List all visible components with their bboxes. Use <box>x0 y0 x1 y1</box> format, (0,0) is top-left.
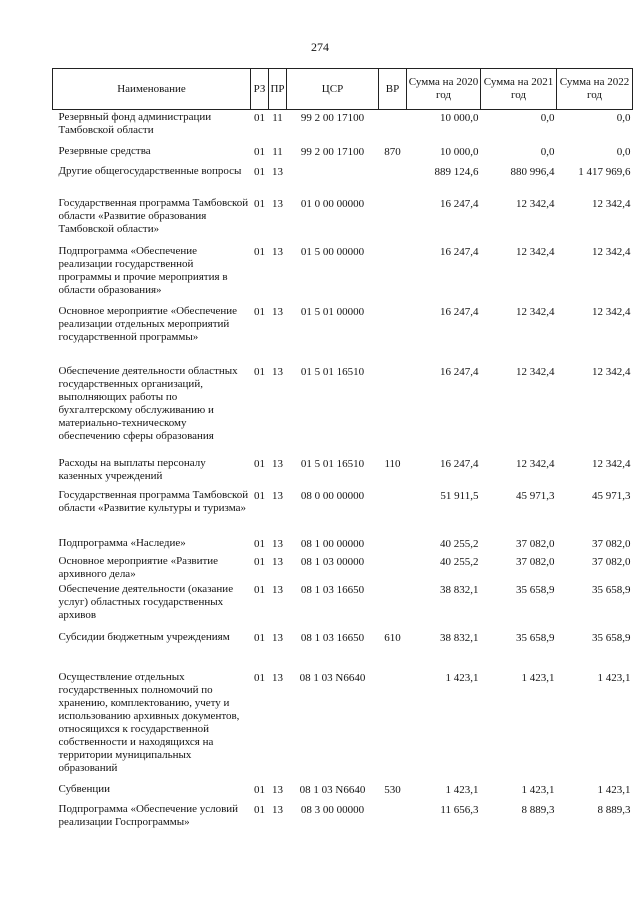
row-csr: 08 1 03 00000 <box>300 555 365 568</box>
row-sum-2020: 16 247,4 <box>440 245 479 258</box>
row-sum-2022: 1 423,1 <box>597 671 631 684</box>
row-rz: 01 <box>254 457 265 470</box>
row-sum-2021: 1 423,1 <box>521 783 555 796</box>
row-csr: 01 5 00 00000 <box>300 245 365 258</box>
table-row <box>53 110 633 144</box>
row-sum-2022: 37 082,0 <box>592 555 631 568</box>
row-sum-2021: 37 082,0 <box>516 537 555 550</box>
row-csr <box>287 164 379 196</box>
row-sum-2020: 11 656,3 <box>440 803 479 816</box>
row-vr <box>379 582 407 630</box>
row-pr: 11 <box>272 112 283 124</box>
row-name: Государственная программа Тамбовской области «Развитие образования Тамбовской области» <box>58 196 249 235</box>
row-rz: 01 <box>254 783 265 796</box>
row-sum-2022: 1 423,1 <box>597 783 631 796</box>
row-csr: 01 5 01 16510 <box>300 457 365 470</box>
table-row <box>53 536 633 554</box>
row-vr: 610 <box>384 631 401 644</box>
row-sum-2022: 12 342,4 <box>592 197 631 210</box>
row-sum-2021: 37 082,0 <box>516 555 555 568</box>
row-sum-2020: 16 247,4 <box>440 197 479 210</box>
row-vr: 110 <box>384 457 401 470</box>
row-sum-2022: 0,0 <box>616 112 631 124</box>
row-pr: 13 <box>272 537 283 550</box>
row-csr: 01 5 01 16510 <box>300 365 365 378</box>
row-sum-2022: 12 342,4 <box>592 305 631 318</box>
row-sum-2020: 16 247,4 <box>440 365 479 378</box>
row-csr: 01 5 01 00000 <box>300 305 365 318</box>
row-sum-2022: 35 658,9 <box>592 631 631 644</box>
table-row <box>53 782 633 802</box>
row-sum-2021: 12 342,4 <box>516 365 555 378</box>
row-pr: 13 <box>272 489 283 502</box>
row-rz: 01 <box>254 112 265 124</box>
row-pr: 13 <box>272 583 283 596</box>
table-row <box>53 554 633 582</box>
row-sum-2021: 0,0 <box>540 112 555 124</box>
row-csr: 08 0 00 00000 <box>300 489 365 502</box>
row-sum-2021: 0,0 <box>540 145 555 158</box>
row-sum-2021: 35 658,9 <box>516 631 555 644</box>
row-name: Обеспечение деятельности (оказание услуг) областных государственных архивов <box>58 582 234 621</box>
row-csr: 99 2 00 17100 <box>300 112 365 124</box>
row-name: Государственная программа Тамбовской области «Развитие культуры и туризма» <box>58 488 249 514</box>
row-csr: 08 1 03 N6640 <box>299 783 366 796</box>
row-csr: 08 1 03 N6640 <box>299 671 366 684</box>
row-sum-2020: 38 832,1 <box>440 583 479 596</box>
row-pr: 13 <box>272 803 283 816</box>
row-pr: 13 <box>272 305 283 318</box>
table-row <box>53 802 633 846</box>
table-row <box>53 670 633 782</box>
row-sum-2022: 35 658,9 <box>592 583 631 596</box>
row-sum-2021: 880 996,4 <box>510 165 555 178</box>
row-sum-2021: 45 971,3 <box>516 489 555 502</box>
row-csr: 08 1 00 00000 <box>300 537 365 550</box>
row-csr: 08 1 03 16650 <box>300 631 365 644</box>
header-rz: РЗ <box>251 69 269 110</box>
row-name: Расходы на выплаты персоналу казенных учреждений <box>58 456 206 482</box>
row-sum-2021: 35 658,9 <box>516 583 555 596</box>
row-vr <box>379 304 407 364</box>
row-vr <box>379 802 407 846</box>
header-name: Наименование <box>53 69 251 110</box>
table-row <box>53 196 633 244</box>
row-vr <box>379 244 407 304</box>
row-rz: 01 <box>254 365 265 378</box>
header-csr: ЦСР <box>287 69 379 110</box>
row-sum-2022: 12 342,4 <box>592 365 631 378</box>
table-row <box>53 164 633 196</box>
row-sum-2021: 12 342,4 <box>516 305 555 318</box>
row-csr: 08 1 03 16650 <box>300 583 365 596</box>
row-vr <box>379 110 407 144</box>
row-pr: 13 <box>272 671 283 684</box>
row-pr: 13 <box>272 631 283 644</box>
row-rz: 01 <box>254 245 265 258</box>
row-vr: 870 <box>384 145 401 158</box>
row-pr: 11 <box>272 145 283 158</box>
row-sum-2022: 12 342,4 <box>592 245 631 258</box>
row-sum-2020: 1 423,1 <box>445 671 479 684</box>
row-vr <box>379 364 407 456</box>
row-pr: 13 <box>272 783 283 796</box>
row-name: Осуществление отдельных государственных полномочий по хранению, комплектованию, учету и использованию архивных документов, относящихся к государственной собственности и находящихся на территории муниципальных образований <box>58 670 240 774</box>
row-sum-2022: 45 971,3 <box>592 489 631 502</box>
row-rz: 01 <box>254 555 265 568</box>
row-sum-2021: 12 342,4 <box>516 197 555 210</box>
row-sum-2021: 12 342,4 <box>516 457 555 470</box>
row-rz: 01 <box>254 145 265 158</box>
row-sum-2021: 1 423,1 <box>521 671 555 684</box>
row-name: Подпрограмма «Наследие» <box>58 536 186 549</box>
row-pr: 13 <box>272 457 283 470</box>
row-sum-2020: 40 255,2 <box>440 555 479 568</box>
row-vr <box>379 196 407 244</box>
row-pr: 13 <box>272 245 283 258</box>
row-sum-2021: 8 889,3 <box>521 803 555 816</box>
row-rz: 01 <box>254 803 265 816</box>
row-sum-2022: 1 417 969,6 <box>578 165 631 178</box>
row-csr: 99 2 00 17100 <box>300 145 365 158</box>
row-name: Субвенции <box>58 782 111 795</box>
row-sum-2020: 51 911,5 <box>440 489 479 502</box>
row-vr: 530 <box>384 783 401 796</box>
row-sum-2022: 8 889,3 <box>597 803 631 816</box>
row-sum-2020: 10 000,0 <box>440 145 479 158</box>
header-2020: Сумма на 2020 год <box>407 69 481 110</box>
row-name: Резервный фонд администрации Тамбовской области <box>58 111 212 136</box>
row-rz: 01 <box>254 305 265 318</box>
row-sum-2020: 16 247,4 <box>440 305 479 318</box>
row-sum-2020: 38 832,1 <box>440 631 479 644</box>
table-body <box>53 110 633 846</box>
row-pr: 13 <box>272 165 283 178</box>
row-rz: 01 <box>254 537 265 550</box>
table-row <box>53 364 633 456</box>
row-sum-2022: 12 342,4 <box>592 457 631 470</box>
row-sum-2021: 12 342,4 <box>516 245 555 258</box>
row-sum-2022: 37 082,0 <box>592 537 631 550</box>
row-name: Основное мероприятие «Обеспечение реализации отдельных мероприятий государственной программы» <box>58 304 238 343</box>
row-name: Другие общегосударственные вопросы <box>58 164 242 177</box>
row-sum-2020: 10 000,0 <box>440 112 479 124</box>
row-pr: 13 <box>272 555 283 568</box>
row-name: Основное мероприятие «Развитие архивного дела» <box>58 554 219 580</box>
row-name: Резервные средства <box>58 144 151 157</box>
row-rz: 01 <box>254 583 265 596</box>
row-sum-2020: 889 124,6 <box>434 165 479 178</box>
table-row <box>53 582 633 630</box>
row-sum-2022: 0,0 <box>616 145 631 158</box>
row-pr: 13 <box>272 197 283 210</box>
table-row <box>53 630 633 670</box>
row-rz: 01 <box>254 671 265 684</box>
row-sum-2020: 1 423,1 <box>445 783 479 796</box>
table-row <box>53 456 633 488</box>
header-2022: Сумма на 2022 год <box>557 69 633 110</box>
header-vr: ВР <box>379 69 407 110</box>
row-rz: 01 <box>254 631 265 644</box>
header-pr: ПР <box>269 69 287 110</box>
row-pr: 13 <box>272 365 283 378</box>
row-name: Обеспечение деятельности областных государственных организаций, выполняющих работы по бухгалтерскому обслуживанию и материально-техническому обеспечению сферы образования <box>58 364 238 442</box>
row-vr <box>379 488 407 536</box>
table-row <box>53 144 633 164</box>
row-name: Подпрограмма «Обеспечение реализации государственной программы и прочие мероприятия в области образования» <box>58 244 228 296</box>
table-row <box>53 488 633 536</box>
table-row <box>53 304 633 364</box>
row-csr: 08 3 00 00000 <box>300 803 365 816</box>
row-name: Подпрограмма «Обеспечение условий реализации Госпрограммы» <box>58 802 239 828</box>
row-vr <box>379 536 407 554</box>
row-rz: 01 <box>254 489 265 502</box>
budget-table <box>52 68 633 846</box>
header-2021: Сумма на 2021 год <box>481 69 557 110</box>
row-rz: 01 <box>254 165 265 178</box>
table-header-row <box>53 69 633 110</box>
row-vr <box>379 164 407 196</box>
row-sum-2020: 40 255,2 <box>440 537 479 550</box>
row-vr <box>379 554 407 582</box>
row-sum-2020: 16 247,4 <box>440 457 479 470</box>
row-vr <box>379 670 407 782</box>
table-row <box>53 244 633 304</box>
row-name: Субсидии бюджетным учреждениям <box>58 630 230 643</box>
row-csr: 01 0 00 00000 <box>300 197 365 210</box>
page-number: 274 <box>311 40 329 54</box>
row-rz: 01 <box>254 197 265 210</box>
